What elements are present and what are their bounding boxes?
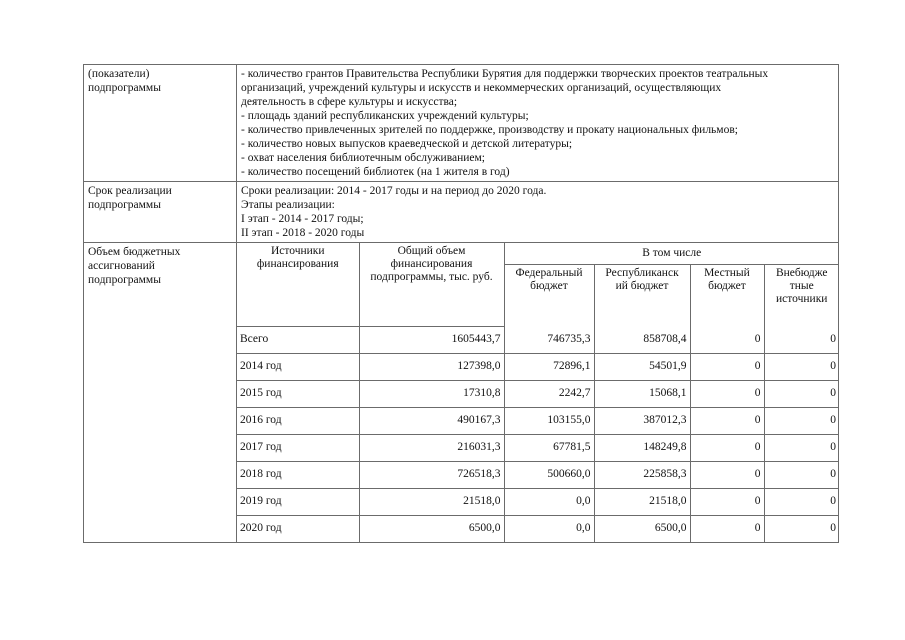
cell-extra: 0 <box>764 380 839 407</box>
cell-extra: 0 <box>764 407 839 434</box>
cell-total: 1605443,7 <box>359 326 504 353</box>
cell-local: 0 <box>690 488 764 515</box>
cell-total: 127398,0 <box>359 353 504 380</box>
cell-republic: 225858,3 <box>594 461 690 488</box>
cell-extra: 0 <box>764 461 839 488</box>
cell-republic: 858708,4 <box>594 326 690 353</box>
cell-federal: 72896,1 <box>504 353 594 380</box>
table-row <box>237 380 839 407</box>
cell-total: 216031,3 <box>359 434 504 461</box>
cell-extra: 0 <box>764 434 839 461</box>
cell-republic: 148249,8 <box>594 434 690 461</box>
cell-local: 0 <box>690 515 764 542</box>
header-including: В том числе <box>504 243 839 264</box>
cell-republic: 15068,1 <box>594 380 690 407</box>
table-row <box>237 407 839 434</box>
passport-table <box>83 64 839 543</box>
table-row <box>237 488 839 515</box>
table-row <box>237 461 839 488</box>
cell-federal: 0,0 <box>504 488 594 515</box>
cell-local: 0 <box>690 380 764 407</box>
cell-federal: 2242,7 <box>504 380 594 407</box>
cell-source: 2020 год <box>237 515 359 542</box>
budget-row <box>84 243 839 543</box>
cell-total: 726518,3 <box>359 461 504 488</box>
cell-republic: 387012,3 <box>594 407 690 434</box>
header-total: Общий объем финансирования подпрограммы, тыс. руб. <box>359 243 504 326</box>
cell-total: 490167,3 <box>359 407 504 434</box>
indicators-content: - количество грантов Правительства Республики Бурятия для поддержки творческих проектов театральных организаций, учреждений культуры и искусств и некоммерческих организаций, осуществляющих деятельность в сфере культуры и искусства; - площадь зданий республиканских учреждений культуры; - количество привлеченных зрителей по поддержке, производству и прокату национальных фильмов; - количество новых выпусков краеведческой и детской литературы; - охват населения библиотечным обслуживанием; - количество посещений библиотек (на 1 жителя в год) <box>237 65 839 182</box>
header-local: Местный бюджет <box>690 264 764 326</box>
cell-local: 0 <box>690 407 764 434</box>
table-row <box>237 434 839 461</box>
cell-source: 2014 год <box>237 353 359 380</box>
cell-extra: 0 <box>764 353 839 380</box>
cell-total: 21518,0 <box>359 488 504 515</box>
table-row <box>237 326 839 353</box>
period-content: Сроки реализации: 2014 - 2017 годы и на период до 2020 года. Этапы реализации: I этап - 2014 - 2017 годы; II этап - 2018 - 2020 годы <box>237 182 839 243</box>
cell-source: 2019 год <box>237 488 359 515</box>
header-republic: Республиканск ий бюджет <box>594 264 690 326</box>
cell-extra: 0 <box>764 488 839 515</box>
cell-local: 0 <box>690 461 764 488</box>
budget-content <box>237 243 839 543</box>
period-row <box>84 182 839 243</box>
table-row <box>237 353 839 380</box>
cell-extra: 0 <box>764 515 839 542</box>
period-label: Срок реализации подпрограммы <box>84 182 237 243</box>
cell-total: 17310,8 <box>359 380 504 407</box>
cell-local: 0 <box>690 353 764 380</box>
cell-source: 2018 год <box>237 461 359 488</box>
cell-total: 6500,0 <box>359 515 504 542</box>
cell-source: 2016 год <box>237 407 359 434</box>
indicators-label: (показатели) подпрограммы <box>84 65 237 182</box>
cell-extra: 0 <box>764 326 839 353</box>
indicators-row <box>84 65 839 182</box>
cell-source: 2017 год <box>237 434 359 461</box>
cell-federal: 0,0 <box>504 515 594 542</box>
financing-table <box>237 243 839 542</box>
cell-federal: 67781,5 <box>504 434 594 461</box>
cell-source: 2015 год <box>237 380 359 407</box>
cell-republic: 6500,0 <box>594 515 690 542</box>
cell-local: 0 <box>690 434 764 461</box>
budget-label: Объем бюджетных ассигнований подпрограммы <box>84 243 237 543</box>
header-extra: Внебюдже тные источники <box>764 264 839 326</box>
table-row <box>237 515 839 542</box>
cell-republic: 54501,9 <box>594 353 690 380</box>
header-source: Источники финансирования <box>237 243 359 326</box>
financing-header-row <box>237 243 839 264</box>
cell-federal: 103155,0 <box>504 407 594 434</box>
cell-local: 0 <box>690 326 764 353</box>
cell-federal: 500660,0 <box>504 461 594 488</box>
cell-source: Всего <box>237 326 359 353</box>
cell-federal: 746735,3 <box>504 326 594 353</box>
header-federal: Федеральный бюджет <box>504 264 594 326</box>
cell-republic: 21518,0 <box>594 488 690 515</box>
